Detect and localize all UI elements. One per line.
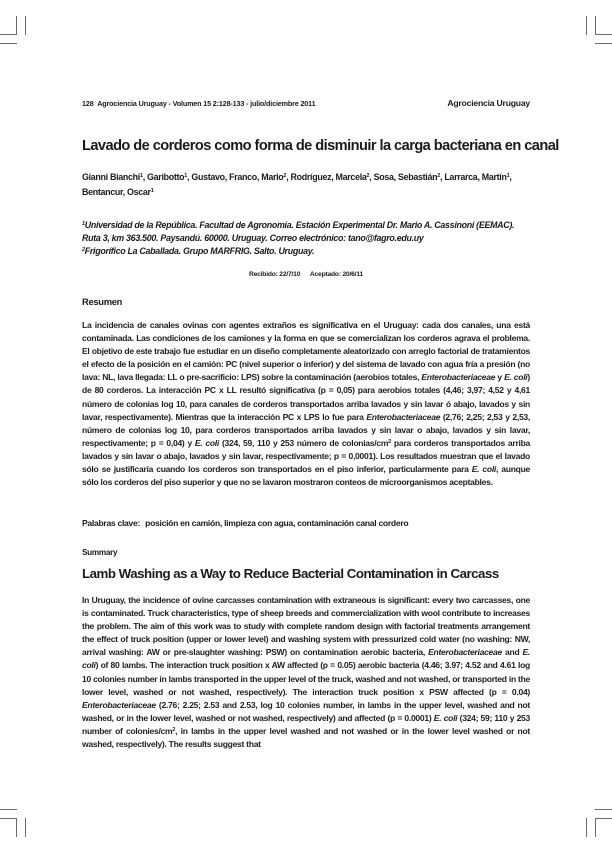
crop-mark-bottom-right-h1 (595, 809, 612, 810)
crop-mark-bottom-left-v2 (25, 818, 26, 837)
italic-term: Enterobacteriaceae (421, 372, 496, 383)
author-name: Bentancur, Oscar (82, 186, 151, 197)
affiliation (82, 245, 530, 258)
crop-mark-bottom-left-h1 (0, 809, 17, 810)
author-affiliation-mark: 1 (184, 173, 188, 179)
crop-mark-top-right-h1 (595, 34, 612, 35)
italic-term: E. coli (504, 372, 528, 383)
crop-mark-bottom-left-h2 (0, 818, 17, 819)
crop-mark-bottom-right-h2 (595, 818, 612, 819)
author-name: Larrarca, Martín (444, 172, 507, 182)
italic-term: E. coli (471, 464, 497, 475)
affiliation-text: Universidad de la República. Facultad de Agronomía. Estación Experimental Dr. Mario A. Cassinoni (EEMAC). Ruta 3, km 363.500. Paysandú. 60000. Uruguay. Correo electrónico: tano@fagro.edu.uy (82, 220, 515, 243)
affiliations (82, 219, 530, 258)
header-citation (82, 99, 315, 108)
author-name: Sosa, Sebastián (373, 172, 438, 182)
author-name: Gianni Bianchi (82, 172, 140, 182)
accepted-date: Aceptado: 20/6/11 (309, 271, 364, 278)
resumen-body: La incidencia de canales ovinas con agentes extraños es significativa en el Uruguay: cada dos canales, una está contaminada. Las condiciones de los camiones y la forma en que se comercializan los corderos agrava el problema. El objetivo de este trabajo fue estudiar en un diseño completamente aleatorizado con arreglo factorial de tratamientos el efecto de la posición en el camión: PC (nivel superior o inferior) y del sistema de lavado con agua fría a presión (no lava: NL, lava llegada: LL o pre-sacrificio: LPS) sobre la contaminación (aerobios totales, Enterobacteriaceae y E. coli) de 80 corderos. La interacción PC x LL resultó significativa (p = 0,05) para aerobios totales (4,46; 3,97; 4,52 y 4,61 número de colonias log 10, para canales de corderos transportados arriba lavados y sin lavar ó abajo, lavados y sin lavar, respectivamente). Mientras que la interacción PC x LPS lo fue para Enterobacteriaceae (2,76; 2,25; 2,53 y 2,53, número de colonias log 10, para corderos transportados arriba lavados y sin lavar o abajo, lavados y sin lavar, respectivamente; p = 0,04) y E. coli (324, 59, 110 y 253 número de colonias/$cm^2$ para corderos transportados arriba lavados y sin lavar o abajo, lavados y sin lavar, respectivamente; p = 0,0001). Los resultados muestran que el lavado sólo se justificaría cuando los corderos son transportados en el piso inferior, particularmente para E. coli, aunque sólo los corderos del piso superior y que no se lavaron mostraron conteos de microorganismos aceptables. (82, 320, 530, 488)
keywords (82, 518, 530, 528)
summary-heading: Summary (82, 548, 118, 557)
journal-name: Agrociencia Uruguay (447, 98, 530, 108)
citation-text: Agrociencia Uruguay - Volumen 15 2:128-133 - julio/diciembre 2011 (97, 99, 316, 108)
affiliation-mark: 2 (82, 247, 85, 253)
resumen-heading: Resumen (82, 296, 123, 307)
page-number: 128 (82, 99, 94, 108)
crop-mark-bottom-right-v1 (586, 818, 587, 837)
received-date: Recibido: 22/7/10 (248, 271, 301, 278)
article-title: Lavado de corderos como forma de disminuir la carga bacteriana en canal (82, 138, 559, 154)
author-affiliation-mark: 1 (139, 173, 143, 179)
summary-body: In Uruguay, the incidence of ovine carcasses contamination with extraneous is significant: every two carcasses, one is contaminated. Truck characteristics, type of sheep breeds and commercialization with wool contribute to increases the problem. The aim of this work was to study with complete random design with factorial treatments arrangement the effect of truck position (upper or lower level) and washing system with pressurized cold water (no washing: NW, arrival washing: AW or pre-slaughter washing: PSW) on contamination aerobic bacteria, Enterobacteriaceae and E. coli) of 80 lambs. The interaction truck position x AW affected (p = 0.05) aerobic bacteria (4.46; 3.97; 4.52 and 4.61 log 10 colonies number in lambs transported in the upper level of the truck, washed and not washed, or transported in the lower level, washed or not washed, respectively). The interaction truck position x PSW affected (p = 0.04) Enterobacteriaceae (2.76; 2.25; 2.53 and 2.53, log 10 colonies number, in lambs in the upper level, washed and not washed, or in the lower level, washed or not washed, respectively) and affected (p = 0.0001) E. coli (324; 59; 110 y 253 number of colonies/$cm^2$, in lambs in the upper level washed and not washed or in the lower level washed or not washed, respectively). The results suggest that (82, 595, 530, 750)
italic-term: Enterobacteriaceae (82, 699, 156, 710)
crop-mark-bottom-left-v1 (16, 818, 17, 837)
crop-mark-top-left-v1 (16, 16, 17, 35)
author-name: Rodríguez, Marcela (290, 172, 367, 182)
italic-term: Enterobacteriaceae (366, 411, 441, 422)
italic-term: E. coli (82, 647, 530, 671)
author-name: Garibotto (147, 172, 185, 182)
author-affiliation-mark: 2 (366, 173, 370, 179)
italic-term: E. coli (433, 712, 458, 723)
submission-dates (82, 271, 530, 278)
author-affiliation-mark: 1 (150, 187, 154, 194)
affiliation-text: Frigorífico La Caballada. Grupo MARFRIG. Salto. Uruguay. (84, 246, 315, 256)
crop-mark-top-right-v2 (595, 16, 596, 35)
keywords-text: posición en camión, limpieza con agua, contaminación canal cordero (145, 518, 409, 528)
italic-term: Enterobacteriaceae (428, 647, 502, 658)
affiliation-mark: 1 (82, 221, 85, 227)
crop-mark-top-left-v2 (25, 16, 26, 35)
crop-mark-top-left-h2 (0, 43, 17, 44)
crop-mark-top-right-h2 (595, 43, 612, 44)
crop-mark-top-left-h1 (0, 34, 17, 35)
author-affiliation-mark: 2 (437, 173, 440, 179)
keywords-label: Palabras clave: (82, 518, 141, 528)
author-name: Gustavo, Franco, Mario (191, 172, 284, 182)
english-title: Lamb Washing as a Way to Reduce Bacterial Contamination in Carcass (82, 566, 499, 581)
affiliation (82, 219, 530, 245)
crop-mark-bottom-right-v2 (595, 818, 596, 837)
crop-mark-top-right-v1 (586, 16, 587, 35)
author-affiliation-mark: 2 (283, 173, 287, 179)
superscript: 2 (388, 438, 391, 445)
superscript: 2 (172, 726, 176, 733)
running-header (82, 98, 530, 108)
italic-term: E. coli (194, 437, 219, 448)
author-list: Gianni Bianchi$^1$, Garibotto$^1$, Gustavo, Franco, Mario$^2$, Rodríguez, Marcela$^2$, Sosa, Sebastián$^2$, Larrarca, Martín$^1$, Bentancur, Oscar$^1$ (82, 172, 512, 197)
author-affiliation-mark: 1 (506, 173, 510, 179)
